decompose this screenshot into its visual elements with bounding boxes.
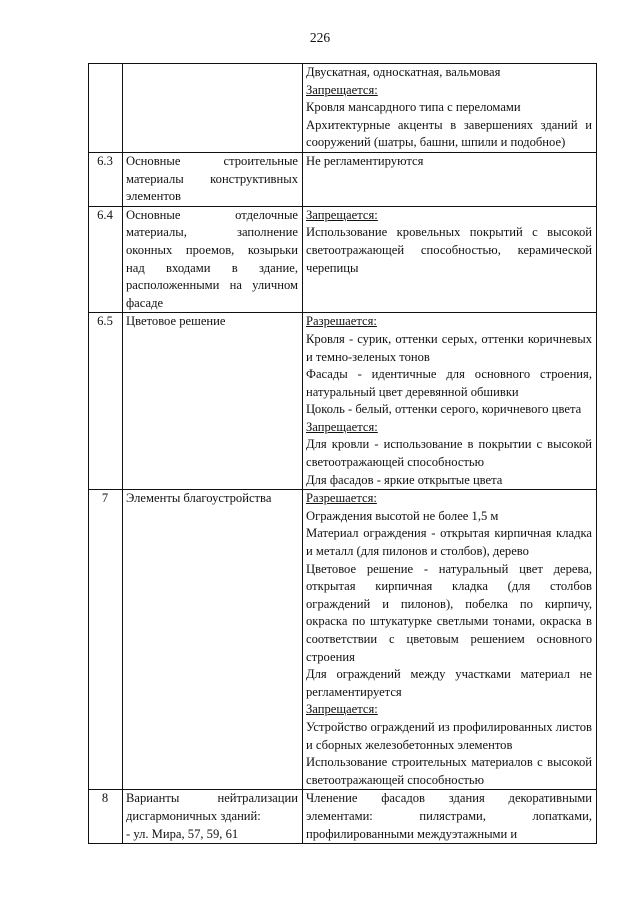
row-name-cell <box>123 152 303 206</box>
row-name-text: Цветовое решение <box>126 314 226 329</box>
rule-text: Членение фасадов здания декоративными элементами: пилястрами, лопатками, профилированными междуэтажными и <box>306 791 592 841</box>
rule-text: Использование кровельных покрытий с высокой светоотражающей способностью, керамической черепицы <box>306 225 592 275</box>
rule-text: Архитектурные акценты в завершениях зданий и сооружений (шатры, башни, шпили и подобное) <box>306 117 592 150</box>
table-row <box>89 152 597 206</box>
rule-text: Для ограждений между участками материал не регламентируется <box>306 667 592 699</box>
table-row <box>89 490 597 790</box>
table-row <box>89 313 597 490</box>
row-name-text: Варианты нейтрализации дисгармоничных зданий: <box>126 791 298 823</box>
rule-text: Не регламентируются <box>306 153 424 168</box>
row-description-cell <box>303 64 597 153</box>
regulations-table <box>88 63 597 844</box>
row-description-cell <box>303 152 597 206</box>
row-description-cell <box>303 790 597 844</box>
rule-text: Использование строительных материалов с высокой светоотражающей способностью <box>306 755 592 787</box>
row-name-cell <box>123 790 303 844</box>
row-number-cell: 6.4 <box>89 206 123 313</box>
row-number-cell: 6.3 <box>89 152 123 206</box>
rule-text: Ограждения высотой не более 1,5 м <box>306 508 499 523</box>
rule-text: Для кровли - использование в покрытии с высокой светоотражающей способностью <box>306 437 592 470</box>
row-description-cell <box>303 206 597 313</box>
row-name-address: - ул. Мира, 57, 59, 61 <box>126 826 239 841</box>
rule-text: Цоколь - белый, оттенки серого, коричневого цвета <box>306 402 582 417</box>
rule-text: Кровля - сурик, оттенки серых, оттенки коричневых и темно-зеленых тонов <box>306 331 592 364</box>
rule-text: Кровля мансардного типа с переломами <box>306 100 521 115</box>
rule-text: Фасады - идентичные для основного строения, натуральный цвет деревянной обшивки <box>306 367 592 399</box>
row-number-cell <box>89 64 123 153</box>
table-body <box>89 64 597 844</box>
rule-heading: Запрещается: <box>306 419 378 434</box>
rule-text: Цветовое решение - натуральный цвет дерева, открытая кирпичная кладка (для столбов ограждений и пилонов), побелка по кирпичу, окраска по штукатурке светлыми тонами, окраска в соответствии с цветовым решением основного строения <box>306 561 592 664</box>
row-number-cell: 8 <box>89 790 123 844</box>
row-name-cell <box>123 64 303 153</box>
rule-heading: Разрешается: <box>306 491 377 506</box>
rule-heading: Запрещается: <box>306 82 378 97</box>
row-name-cell <box>123 490 303 790</box>
row-description-cell <box>303 490 597 790</box>
row-description-cell <box>303 313 597 490</box>
rule-heading: Запрещается: <box>306 702 378 717</box>
rule-text: Устройство ограждений из профилированных листов и сборных железобетонных элементов <box>306 719 592 752</box>
table-row <box>89 64 597 153</box>
row-name-cell <box>123 206 303 313</box>
table-row <box>89 790 597 844</box>
rule-text: Материал ограждения - открытая кирпичная кладка и металл (для пилонов и столбов), дерево <box>306 526 592 559</box>
row-name-cell <box>123 313 303 490</box>
rule-text: Для фасадов - яркие открытые цвета <box>306 472 503 487</box>
rule-text: Двускатная, односкатная, вальмовая <box>306 65 501 79</box>
row-number-cell: 7 <box>89 490 123 790</box>
rule-heading: Запрещается: <box>306 207 378 222</box>
row-name-text: Основные отделочные материалы, заполнение оконных проемов, козырьки над входами в здание, расположенными на уличном фасаде <box>126 207 298 310</box>
page-number: 226 <box>309 30 331 45</box>
row-name-text: Элементы благоустройства <box>126 491 272 506</box>
table-row <box>89 206 597 313</box>
row-number-cell: 6.5 <box>89 313 123 490</box>
row-name-text: Основные строительные материалы конструктивных элементов <box>126 153 298 204</box>
rule-heading: Разрешается: <box>306 314 377 329</box>
